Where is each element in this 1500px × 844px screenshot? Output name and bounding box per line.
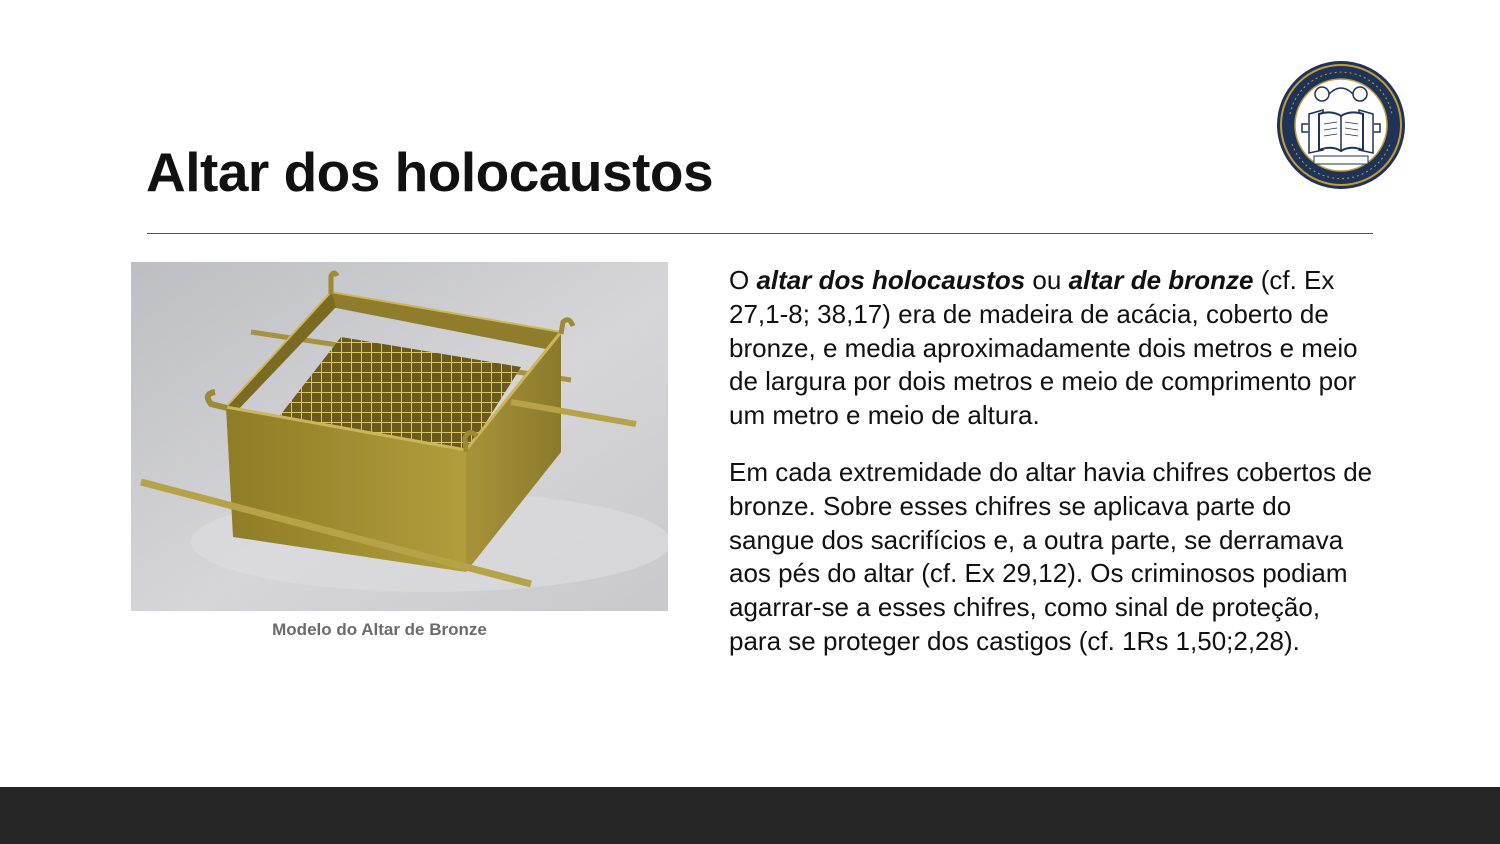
paragraph-altar-description <box>729 264 1379 433</box>
title-divider <box>147 233 1373 234</box>
footer-bar <box>0 787 1500 844</box>
paragraph-connector: ou <box>1025 265 1069 295</box>
altar-model-photo <box>131 262 668 611</box>
term-altar-bronze: altar de bronze <box>1068 265 1254 295</box>
slide-title: Altar dos holocaustos <box>146 141 714 203</box>
term-altar-holocaustos: altar dos holocaustos <box>756 265 1026 295</box>
body-text <box>729 264 1379 682</box>
paragraph-rest: (cf. Ex 27,1-8; 38,17) era de madeira de acácia, coberto de bronze, e media aproximadamente dois metros e meio de largura por dois metros e meio de comprimento por um metro e meio de altura. <box>729 265 1358 431</box>
image-caption: Modelo do Altar de Bronze <box>272 620 487 639</box>
paragraph-lead: O <box>729 265 757 295</box>
paragraph-altar-horns: Em cada extremidade do altar havia chifres cobertos de bronze. Sobre esses chifres se aplicava parte do sangue dos sacrifícios e, a outra parte, se derramava aos pés do altar (cf. Ex 29,12). Os criminosos podiam agarrar-se a esses chifres, como sinal de proteção, para se proteger dos castigos (cf. 1Rs 1,50;2,28). <box>729 456 1373 656</box>
institution-seal-icon <box>1274 58 1408 192</box>
